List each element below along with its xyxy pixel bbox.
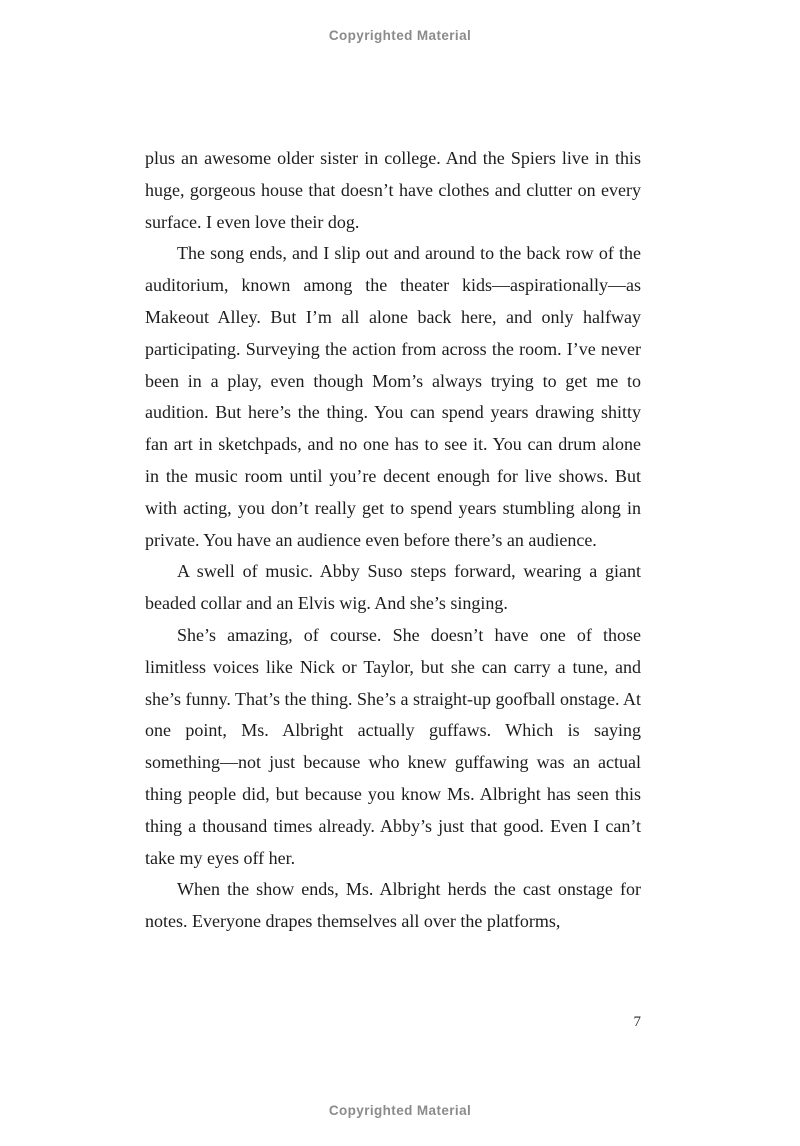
text-block xyxy=(145,143,641,938)
body-paragraph: A swell of music. Abby Suso steps forward, wearing a giant beaded collar and an Elvis wig. And she’s singing. xyxy=(145,561,641,614)
body-paragraph: She’s amazing, of course. She doesn’t have one of those limitless voices like Nick or Taylor, but she can carry a tune, and she’s funny. That’s the thing. She’s a straight-up goofball onstage. At one point, Ms. Albright actually guffaws. Which is saying something—not just because who knew guffawing was an actual thing people did, but because you know Ms. Albright has seen this thing a thousand times already. Abby’s just that good. Even I can’t take my eyes off her. xyxy=(145,624,641,868)
body-paragraph: The song ends, and I slip out and around to the back row of the auditorium, known among the theater kids—aspirationally—as Makeout Alley. But I’m all alone back here, and only halfway participating. Surveying the action from across the room. I’ve never been in a play, even though Mom’s always trying to get me to audition. But here’s the thing. You can spend years drawing shitty fan art in sketchpads, and no one has to see it. You can drum alone in the music room until you’re decent enough for live shows. But with acting, you don’t really get to spend years stumbling along in private. You have an audience even before there’s an audience. xyxy=(145,243,641,550)
body-paragraph: When the show ends, Ms. Albright herds the cast onstage for notes. Everyone drapes themselves all over the platforms, xyxy=(145,879,641,932)
copyright-notice-bottom: Copyrighted Material xyxy=(328,1103,472,1118)
page-number: 7 xyxy=(633,1014,641,1030)
copyright-notice-top: Copyrighted Material xyxy=(328,28,472,43)
body-paragraph: plus an awesome older sister in college. And the Spiers live in this huge, gorgeous house that doesn’t have clothes and clutter on every surface. I even love their dog. xyxy=(145,148,641,232)
